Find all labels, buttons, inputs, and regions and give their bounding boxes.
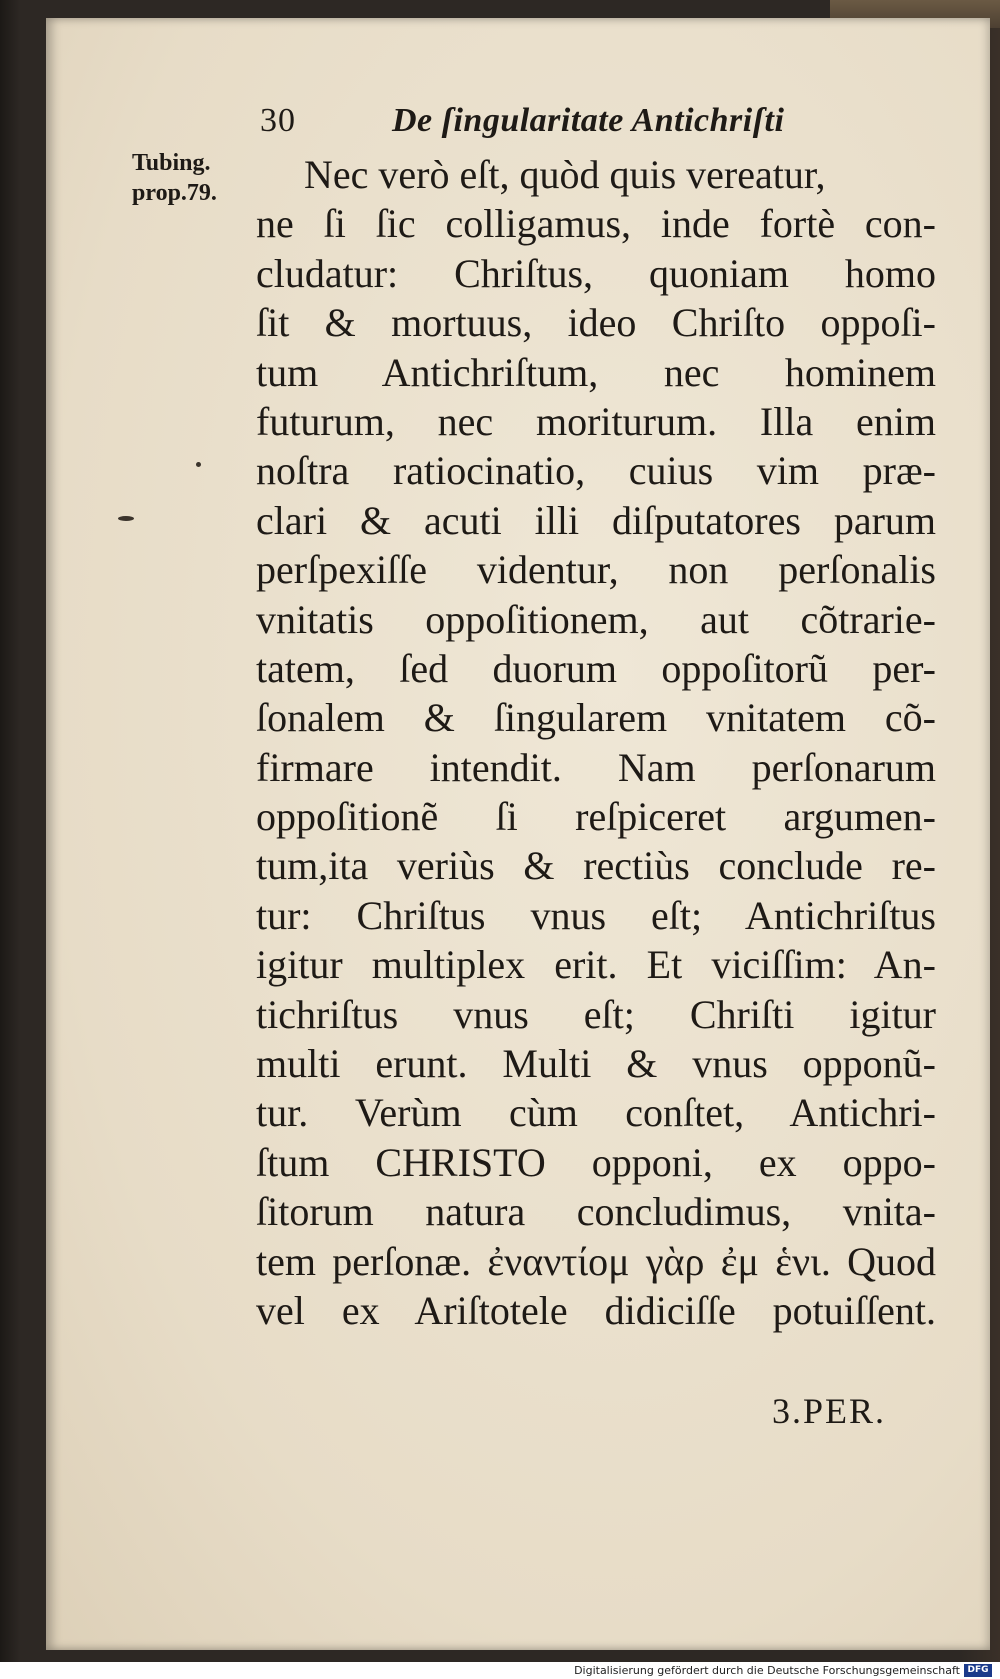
text-line: vel ex Ariſtotele didiciſſe potuiſſent. — [256, 1287, 936, 1333]
text-line: Nec verò eſt, quòd quis vereatur, — [304, 152, 826, 197]
funding-credit: Digitalisierung gefördert durch die Deutsche Forschungsgemeinschaft — [574, 1664, 960, 1677]
page-number: 30 — [260, 102, 296, 139]
text-line: tum Antichriſtum, nec hominem — [256, 349, 936, 395]
text-line: tur. Verùm cùm conſtet, Antichri- — [256, 1090, 936, 1136]
catchword: 3.PER. — [772, 1391, 887, 1431]
running-title: De ſingularitate Antichriſti — [392, 102, 785, 139]
text-line: ſonalem & ſingularem vnitatem cõ- — [256, 695, 936, 741]
text-line: futurum, nec moriturum. Illa enim — [256, 398, 936, 444]
text-line: ſit & mortuus, ideo Chriſto oppoſi- — [256, 300, 936, 346]
text-line: tum,ita veriùs & rectiùs conclude re- — [256, 843, 936, 889]
text-line: igitur multiplex erit. Et viciſſim: An- — [256, 942, 936, 988]
marginal-note-line: Tubing. — [132, 150, 211, 176]
marginal-note — [132, 148, 242, 208]
text-line: tur: Chriſtus vnus eſt; Antichriſtus — [256, 892, 936, 938]
text-line: perſpexiſſe videntur, non perſonalis — [256, 547, 936, 593]
text-line: vnitatis oppoſitionem, aut cõtrarie- — [256, 596, 936, 642]
text-line: noſtra ratiocinatio, cuius vim præ- — [256, 448, 936, 494]
text-line: tem perſonæ. ἐναντίομ γὰρ ἐμ ἑνι. Quod — [256, 1238, 936, 1284]
ink-speck — [196, 462, 201, 467]
text-line: tatem, ſed duorum oppoſitorũ per- — [256, 645, 936, 691]
text-line: ſtum CHRISTO opponi, ex oppo- — [256, 1139, 936, 1185]
text-line: firmare intendit. Nam perſonarum — [256, 744, 936, 790]
running-head — [260, 102, 820, 148]
ink-speck — [118, 516, 134, 521]
text-line: cludatur: Chriſtus, quoniam homo — [256, 250, 936, 296]
text-line: tichriſtus vnus eſt; Chriſti igitur — [256, 991, 936, 1037]
text-line: multi erunt. Multi & vnus opponũ- — [256, 1041, 936, 1087]
marginal-note-line: prop.79. — [132, 180, 217, 206]
dfg-logo: DFG — [964, 1664, 992, 1677]
body-text — [256, 150, 936, 1335]
text-line: clari & acuti illi diſputatores parum — [256, 497, 936, 543]
digitization-footer — [0, 1662, 1000, 1679]
text-line: ne ſi ſic colligamus, inde fortè con- — [256, 201, 936, 247]
text-line: oppoſitionẽ ſi reſpiceret argumen- — [256, 794, 936, 840]
text-line: ſitorum natura concludimus, vnita- — [256, 1189, 936, 1235]
